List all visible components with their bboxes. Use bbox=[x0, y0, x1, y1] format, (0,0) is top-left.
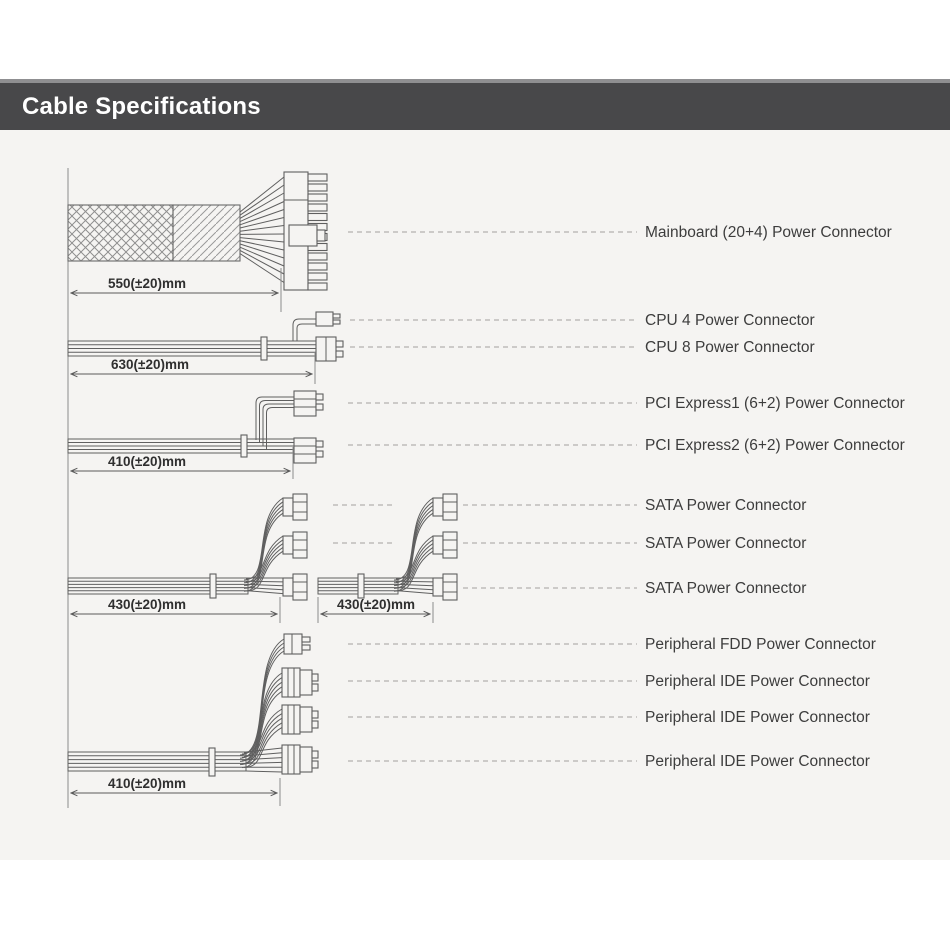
sata-connector bbox=[433, 532, 457, 558]
dimension-430-b bbox=[318, 597, 433, 623]
connector-label-mainboard: Mainboard (20+4) Power Connector bbox=[645, 224, 892, 241]
pcie1-connector bbox=[294, 391, 323, 416]
dimension-550 bbox=[71, 268, 281, 312]
sata-cable-b-drawing bbox=[318, 494, 637, 623]
braided-sleeve bbox=[68, 205, 173, 261]
dimension-label: 410(±20)mm bbox=[108, 776, 186, 791]
sata-connector bbox=[283, 532, 307, 558]
cable-tie bbox=[241, 435, 247, 457]
page-title: Cable Specifications bbox=[22, 92, 261, 120]
fdd-connector bbox=[284, 634, 310, 654]
dimension-label: 550(±20)mm bbox=[108, 276, 186, 291]
cable-tie bbox=[210, 574, 216, 598]
cable-tie bbox=[209, 748, 215, 776]
dimension-label: 630(±20)mm bbox=[111, 357, 189, 372]
sata-connector bbox=[433, 494, 457, 520]
connector-label-fdd: Peripheral FDD Power Connector bbox=[645, 636, 876, 653]
cpu-cable-drawing bbox=[68, 312, 637, 384]
connector-label-pcie2: PCI Express2 (6+2) Power Connector bbox=[645, 437, 905, 454]
connector-label-ide3: Peripheral IDE Power Connector bbox=[645, 753, 870, 770]
connector-labels bbox=[645, 224, 905, 770]
sleeve-hatch bbox=[173, 205, 240, 261]
pcie-cable-drawing bbox=[68, 391, 637, 479]
cable-tie bbox=[358, 574, 364, 598]
dimension-label: 430(±20)mm bbox=[108, 597, 186, 612]
dimension-430-a bbox=[71, 597, 280, 623]
connector-latch bbox=[289, 225, 317, 246]
sata-connector bbox=[283, 494, 307, 520]
connector-label-sata3: SATA Power Connector bbox=[645, 580, 807, 597]
connector-label-cpu8: CPU 8 Power Connector bbox=[645, 339, 815, 356]
ide-connector bbox=[282, 745, 318, 774]
connector-label-ide1: Peripheral IDE Power Connector bbox=[645, 673, 870, 690]
ide-connector bbox=[282, 668, 318, 697]
cable-tie bbox=[261, 337, 267, 360]
pcie2-connector bbox=[294, 438, 323, 463]
sata-connector bbox=[283, 574, 307, 600]
sata-cable-a-drawing bbox=[68, 494, 307, 623]
dimension-410-pcie bbox=[71, 447, 293, 479]
connector-label-sata1: SATA Power Connector bbox=[645, 497, 807, 514]
peripheral-cable-drawing bbox=[68, 634, 637, 806]
cpu4-connector bbox=[316, 312, 340, 326]
sata-cable-a bbox=[68, 578, 248, 594]
dimension-label: 430(±20)mm bbox=[337, 597, 415, 612]
wire-fan bbox=[240, 177, 284, 283]
connector-label-sata2: SATA Power Connector bbox=[645, 535, 807, 552]
mainboard-connector bbox=[284, 172, 327, 290]
ide-connector bbox=[282, 705, 318, 734]
peripheral-cable bbox=[68, 752, 246, 771]
cpu8-connector bbox=[316, 337, 343, 361]
dimension-410-peripheral bbox=[71, 776, 280, 806]
connector-label-cpu4: CPU 4 Power Connector bbox=[645, 312, 815, 329]
sata-connector bbox=[433, 574, 457, 600]
dimension-630 bbox=[71, 352, 315, 384]
mainboard-cable-drawing bbox=[68, 172, 637, 312]
connector-label-ide2: Peripheral IDE Power Connector bbox=[645, 709, 870, 726]
dimension-label: 410(±20)mm bbox=[108, 454, 186, 469]
connector-label-pcie1: PCI Express1 (6+2) Power Connector bbox=[645, 395, 905, 412]
